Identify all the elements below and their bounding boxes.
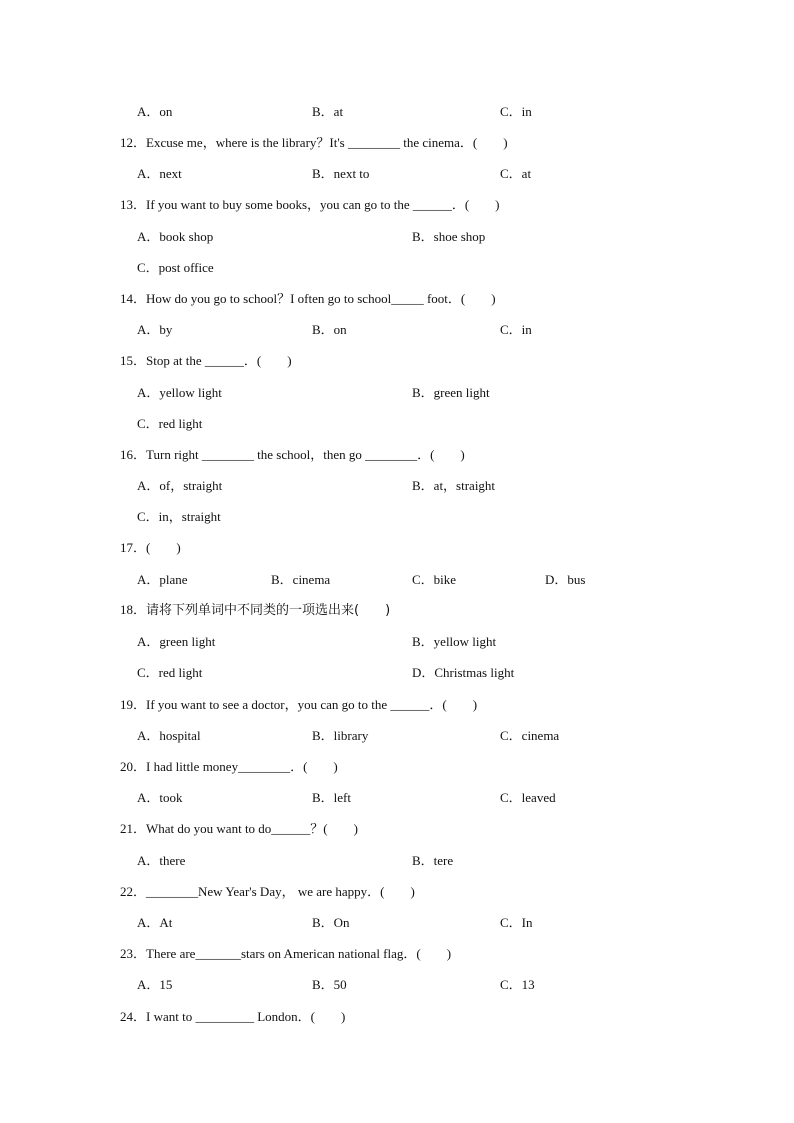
option-a: A．on [137, 104, 173, 119]
option-a: A．yellow light [137, 385, 222, 400]
question-number: 20． [120, 759, 147, 774]
option-a: A．of，straight [137, 478, 223, 493]
option-a: A．plane [137, 572, 188, 587]
option-c: C．red light [137, 416, 203, 431]
option-b: B．On [312, 915, 350, 930]
option-a: A．book shop [137, 229, 214, 244]
question-text: I want to _________ London．( ) [146, 1009, 346, 1024]
option-b: B．next to [312, 166, 370, 181]
question-text: I had little money________．( ) [146, 759, 338, 774]
option-b: B．cinema [271, 572, 331, 587]
question-number: 13． [120, 197, 147, 212]
question-text: Stop at the ______．( ) [146, 353, 292, 368]
question-text: ________New Year's Day， we are happy．( ) [146, 884, 415, 899]
option-c: C．in [500, 322, 532, 337]
option-b: B．tere [412, 853, 454, 868]
option-b: B．at [312, 104, 344, 119]
question-number: 18． [120, 602, 147, 617]
question-stem [120, 600, 390, 620]
option-b: B．green light [412, 385, 490, 400]
question-text: How do you go to school？I often go to school_____ foot．( ) [146, 291, 496, 306]
question-stem [120, 289, 496, 309]
question-text: ( ) [146, 540, 181, 555]
option-c: C．in [500, 104, 532, 119]
question-stem [120, 757, 338, 777]
question-stem [120, 195, 500, 215]
option-b: B．50 [312, 977, 347, 992]
option-a: A．took [137, 790, 183, 805]
question-number: 22． [120, 884, 147, 899]
question-stem [120, 819, 358, 839]
option-c: C．post office [137, 260, 214, 275]
question-text: What do you want to do______？( ) [146, 821, 358, 836]
question-number: 19． [120, 697, 147, 712]
option-d: D．bus [545, 572, 586, 587]
option-b: B．at，straight [412, 478, 496, 493]
question-number: 23． [120, 946, 147, 961]
option-d: D．Christmas light [412, 665, 515, 680]
question-number: 14． [120, 291, 147, 306]
option-c: C．cinema [500, 728, 560, 743]
question-stem [120, 1007, 345, 1027]
option-a: A．At [137, 915, 173, 930]
question-number: 15． [120, 353, 147, 368]
question-text: 请将下列单词中不同类的一项选出来( ) [146, 603, 391, 618]
question-stem [120, 695, 477, 715]
option-b: B．on [312, 322, 347, 337]
question-number: 21． [120, 821, 147, 836]
question-number: 24． [120, 1009, 147, 1024]
question-text: Excuse me，where is the library？It's ________ the cinema．( ) [146, 135, 508, 150]
option-c: C．13 [500, 977, 535, 992]
option-c: C．red light [137, 665, 203, 680]
option-a: A．by [137, 322, 173, 337]
option-b: B．yellow light [412, 634, 497, 649]
question-text: Turn right ________ the school，then go ________．( ) [146, 447, 465, 462]
question-text: If you want to buy some books，you can go to the ______．( ) [146, 197, 500, 212]
question-stem [120, 351, 292, 371]
option-a: A．green light [137, 634, 216, 649]
option-a: A．there [137, 853, 186, 868]
question-text: There are_______stars on American national flag．( ) [146, 946, 452, 961]
question-stem [120, 882, 415, 902]
question-number: 12． [120, 135, 147, 150]
question-stem [120, 538, 181, 558]
question-number: 16． [120, 447, 147, 462]
option-b: B．left [312, 790, 351, 805]
option-a: A．15 [137, 977, 173, 992]
option-c: C．leaved [500, 790, 556, 805]
question-number: 17． [120, 540, 147, 555]
option-b: B．library [312, 728, 369, 743]
option-c: C．in，straight [137, 509, 221, 524]
option-c: C．bike [412, 572, 457, 587]
option-c: C．at [500, 166, 532, 181]
question-text: If you want to see a doctor，you can go to the ______．( ) [146, 697, 478, 712]
question-stem [120, 445, 465, 465]
option-a: A．next [137, 166, 182, 181]
option-b: B．shoe shop [412, 229, 486, 244]
question-stem [120, 133, 508, 153]
option-c: C．In [500, 915, 533, 930]
option-a: A．hospital [137, 728, 201, 743]
question-stem [120, 944, 451, 964]
